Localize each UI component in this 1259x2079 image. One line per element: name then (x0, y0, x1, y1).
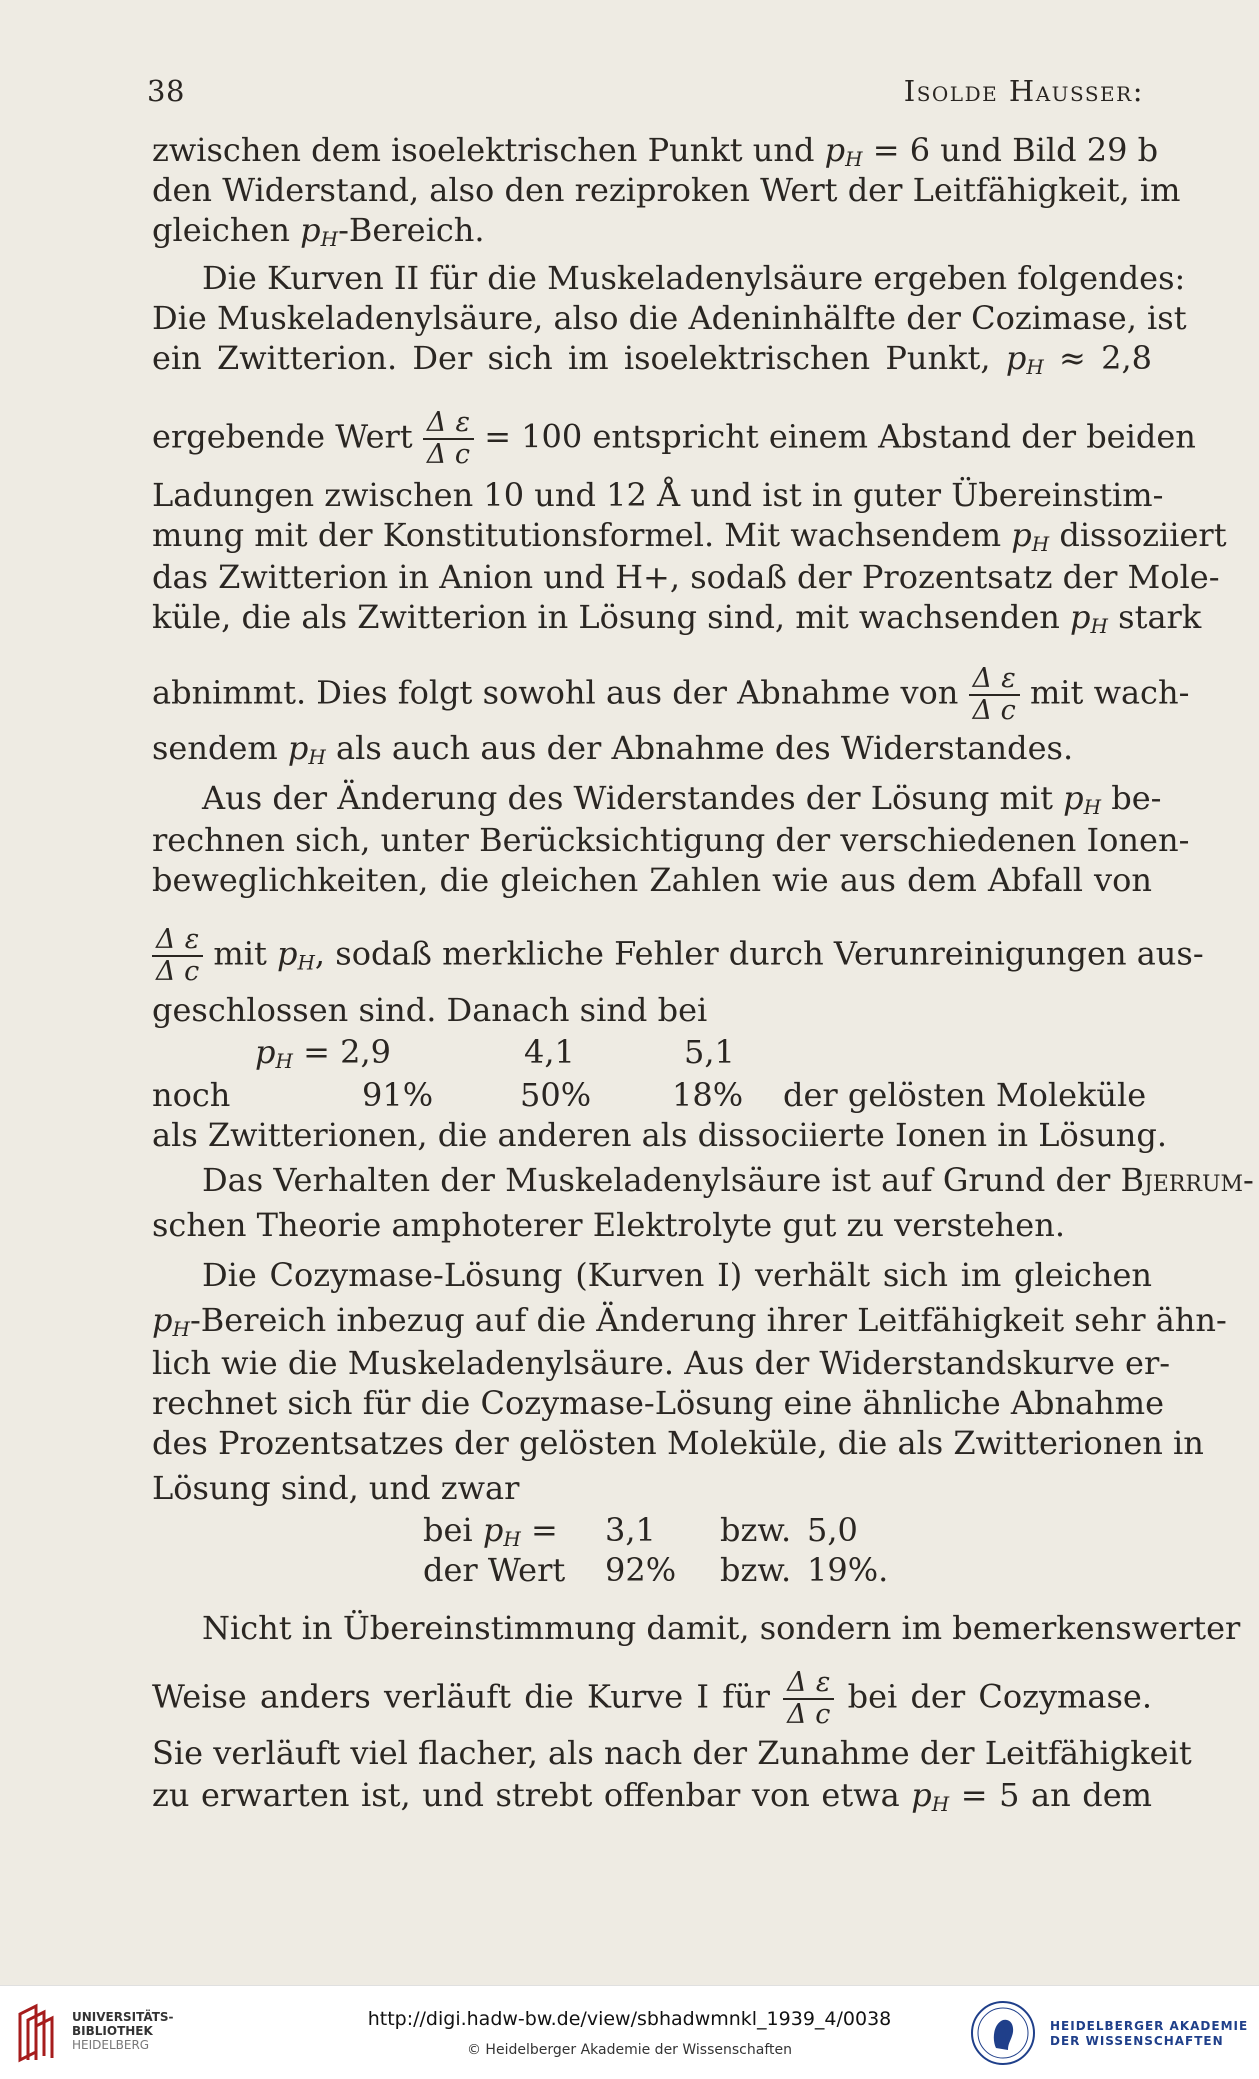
text-line: sendem $p_H$ als auch aus der Abnahme des Widerstandes. (152, 729, 1074, 769)
text-line: Die Kurven II für die Muskeladenylsäure ergeben folgendes: (202, 259, 1186, 297)
fraction-delta-eps-over-delta-c: $\frac{\text{Δ ε}}{\text{Δ c}}$ (783, 1668, 834, 1730)
table-cell: 50% (520, 1076, 592, 1114)
table-cell: 92% (605, 1551, 677, 1589)
text-line: Die Muskeladenylsäure, also die Adeninhälfte der Cozimase, ist (152, 299, 1187, 337)
text-line: $\frac{\text{Δ ε}}{\text{Δ c}}$ mit $p_H$, sodaß merkliche Fehler durch Verunreinigungen aus- (152, 925, 1152, 987)
text-line: rechnet sich für die Cozymase-Lösung eine ähnliche Abnahme (152, 1384, 1165, 1422)
fraction-delta-eps-over-delta-c: $\frac{\text{Δ ε}}{\text{Δ c}}$ (969, 664, 1020, 726)
copyright-text: © Heidelberger Akademie der Wissenschaften (466, 2042, 792, 2058)
academy-name: HEIDELBERGER AKADEMIE DER WISSENSCHAFTEN (1050, 2019, 1249, 2048)
text-line: den Widerstand, also den reziproken Wert der Leitfähigkeit, im (152, 171, 1181, 209)
text-line: beweglichkeiten, die gleichen Zahlen wie aus dem Abfall von (152, 861, 1152, 899)
table-cell: bzw. (720, 1551, 792, 1589)
text-line: Ladungen zwischen 10 und 12 Å und ist in guter Übereinstim- (152, 476, 1164, 514)
text-line: lich wie die Muskeladenylsäure. Aus der Widerstandskurve er- (152, 1344, 1171, 1382)
table-cell: 18% (672, 1076, 744, 1114)
text-line: mung mit der Konstitutionsformel. Mit wachsendem $p_H$ dissoziiert (152, 516, 1227, 556)
text-line: rechnen sich, unter Berücksichtigung der verschiedenen Ionen- (152, 821, 1190, 859)
table-cell: $p_H = 2,9$ (255, 1033, 391, 1073)
text-line: küle, die als Zwitterion in Lösung sind, mit wachsenden $p_H$ stark (152, 598, 1202, 638)
text-line: Das Verhalten der Muskeladenylsäure ist auf Grund der Bjerrum- (202, 1161, 1254, 1199)
viewer-footer (0, 1985, 1259, 2079)
text-line: das Zwitterion in Anion und H+, sodaß der Prozentsatz der Mole- (152, 558, 1220, 596)
text-line: Weise anders verläuft die Kurve I für $\frac{\text{Δ ε}}{\text{Δ c}}$ bei der Cozymase. (152, 1667, 1152, 1730)
table-cell: 3,1 (605, 1511, 656, 1549)
academy-seal-icon (970, 2000, 1036, 2066)
page-number: 38 (147, 74, 185, 108)
text-line: geschlossen sind. Danach sind bei (152, 991, 708, 1029)
table-cell: noch (152, 1076, 231, 1114)
text-line: abnimmt. Dies folgt sowohl aus der Abnahme von $\frac{\text{Δ ε}}{\text{Δ c}}$ mit wach- (152, 663, 1190, 726)
text-line: $p_H$-Bereich inbezug auf die Änderung ihrer Leitfähigkeit sehr ähn- (152, 1301, 1227, 1341)
text-line: ergebende Wert $\frac{\text{Δ ε}}{\text{Δ c}}$ = 100 entspricht einem Abstand der beiden (152, 407, 1196, 470)
table-cell: 91% (362, 1076, 434, 1114)
table-cell: bzw. (720, 1511, 792, 1549)
table-cell: bei $p_H$ = (423, 1511, 558, 1551)
fraction-delta-eps-over-delta-c: $\frac{\text{Δ ε}}{\text{Δ c}}$ (423, 408, 474, 470)
table-cell: der Wert (423, 1551, 566, 1589)
university-library-name: UNIVERSITÄTS- BIBLIOTHEK HEIDELBERG (72, 2010, 174, 2052)
fraction-delta-eps-over-delta-c: $\frac{\text{Δ ε}}{\text{Δ c}}$ (152, 925, 203, 987)
text-line: schen Theorie amphoterer Elektrolyte gut zu verstehen. (152, 1206, 1065, 1244)
text-line: gleichen $p_H$-Bereich. (152, 211, 485, 251)
text-line: Aus der Änderung des Widerstandes der Lösung mit $p_H$ be- (202, 779, 1162, 819)
text-line: Die Cozymase-Lösung (Kurven I) verhält sich im gleichen (202, 1256, 1152, 1294)
text-line: zwischen dem isoelektrischen Punkt und $p_H = 6$ und Bild 29 b (152, 131, 1159, 171)
running-head: Isolde Hausser: (903, 74, 1144, 108)
text-line: zu erwarten ist, und strebt offenbar von etwa $p_H = 5$ an dem (152, 1776, 1153, 1816)
table-cell: der gelösten Moleküle (783, 1076, 1147, 1114)
table-cell: 5,1 (684, 1033, 735, 1071)
page-url-link[interactable]: http://digi.hadw-bw.de/view/sbhadwmnkl_1939_4/0038 (367, 2008, 892, 2030)
table-cell: 19%. (807, 1551, 889, 1589)
table-cell: 4,1 (524, 1033, 575, 1071)
text-line: des Prozentsatzes der gelösten Moleküle, die als Zwitterionen in (152, 1424, 1204, 1462)
table-cell: 5,0 (807, 1511, 858, 1549)
text-line: ein Zwitterion. Der sich im isoelektrischen Punkt, $p_H \approx 2,8$ (152, 339, 1153, 379)
text-line: als Zwitterionen, die anderen als dissociierte Ionen in Lösung. (152, 1116, 1168, 1154)
text-line: Lösung sind, und zwar (152, 1469, 520, 1507)
text-line: Sie verläuft viel flacher, als nach der Zunahme der Leitfähigkeit (152, 1734, 1192, 1772)
text-line: Nicht in Übereinstimmung damit, sondern im bemerkenswerter (202, 1609, 1241, 1647)
